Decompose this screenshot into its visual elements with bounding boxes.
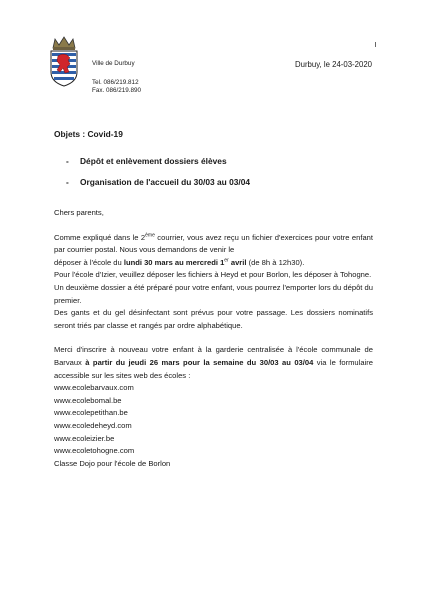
sender-city: Ville de Durbuy bbox=[92, 60, 135, 67]
school-website-link[interactable]: www.ecolebarvaux.com bbox=[54, 383, 134, 393]
subject-title: Objets : Covid-19 bbox=[54, 129, 123, 139]
school-website-link[interactable]: www.ecoledeheyd.com bbox=[54, 420, 132, 430]
paragraph-second-file: Un deuxième dossier a été préparé pour votre enfant, vous pourrez l'emporter lors du dépôt du premier. bbox=[54, 282, 373, 305]
school-website-link[interactable]: www.ecoletohogne.com bbox=[54, 446, 135, 456]
greeting: Chers parents, bbox=[54, 208, 104, 217]
letter-body bbox=[54, 207, 373, 470]
paragraph-deposit-dates: déposer à l'école du lundi 30 mars au mercredi 1er avril (de 8h à 12h30). bbox=[54, 257, 305, 267]
subject-bullet: - Dépôt et enlèvement dossiers élèves bbox=[66, 156, 227, 166]
subject-bullet-text: Dépôt et enlèvement dossiers élèves bbox=[80, 156, 227, 166]
sender-fax: Fax. 086/219.890 bbox=[92, 87, 142, 94]
place-date: Durbuy, le 24-03-2020 bbox=[294, 60, 372, 69]
paragraph-exercises: Comme expliqué dans le 2ème courrier, vous avez reçu un fichier d'exercices pour votre enfant par courrier postal. Nous vous demandons de venir le bbox=[54, 232, 373, 255]
paragraph-hygiene: Des gants et du gel désinfectant sont prévus pour votre passage. Les dossiers nominatifs seront triés par classe et rangés par ordre alphabétique. bbox=[54, 308, 373, 330]
sender-block bbox=[92, 60, 141, 96]
paragraph-izier-borlon: Pour l'école d'Izier, veuillez déposer les fichiers à Heyd et pour Borlon, les déposer à Tohogne. bbox=[54, 270, 372, 280]
school-website-link[interactable]: www.ecolepetithan.be bbox=[54, 408, 128, 418]
paragraph-daycare: Merci d'inscrire à nouveau votre enfant à la garderie centralisée à l'école communale de Barvaux à partir du jeudi 26 mars pour la semaine du 30/03 au 03/04 via le formulaire accessible sur les sites web des écoles : bbox=[54, 345, 373, 380]
school-website-link[interactable]: www.ecolebomal.be bbox=[54, 395, 122, 405]
scan-mark bbox=[375, 42, 376, 47]
sender-phone: Tel. 086/219.812 bbox=[92, 78, 139, 86]
closing-line: Classe Dojo pour l'école de Borlon bbox=[54, 458, 171, 468]
subject-bullet: - Organisation de l'accueil du 30/03 au 03/04 bbox=[66, 177, 251, 187]
school-website-link[interactable]: www.ecoleizier.be bbox=[54, 433, 115, 443]
subject-bullet-text: Organisation de l'accueil du 30/03 au 03/04 bbox=[80, 177, 251, 187]
municipal-crest-icon bbox=[48, 36, 80, 88]
